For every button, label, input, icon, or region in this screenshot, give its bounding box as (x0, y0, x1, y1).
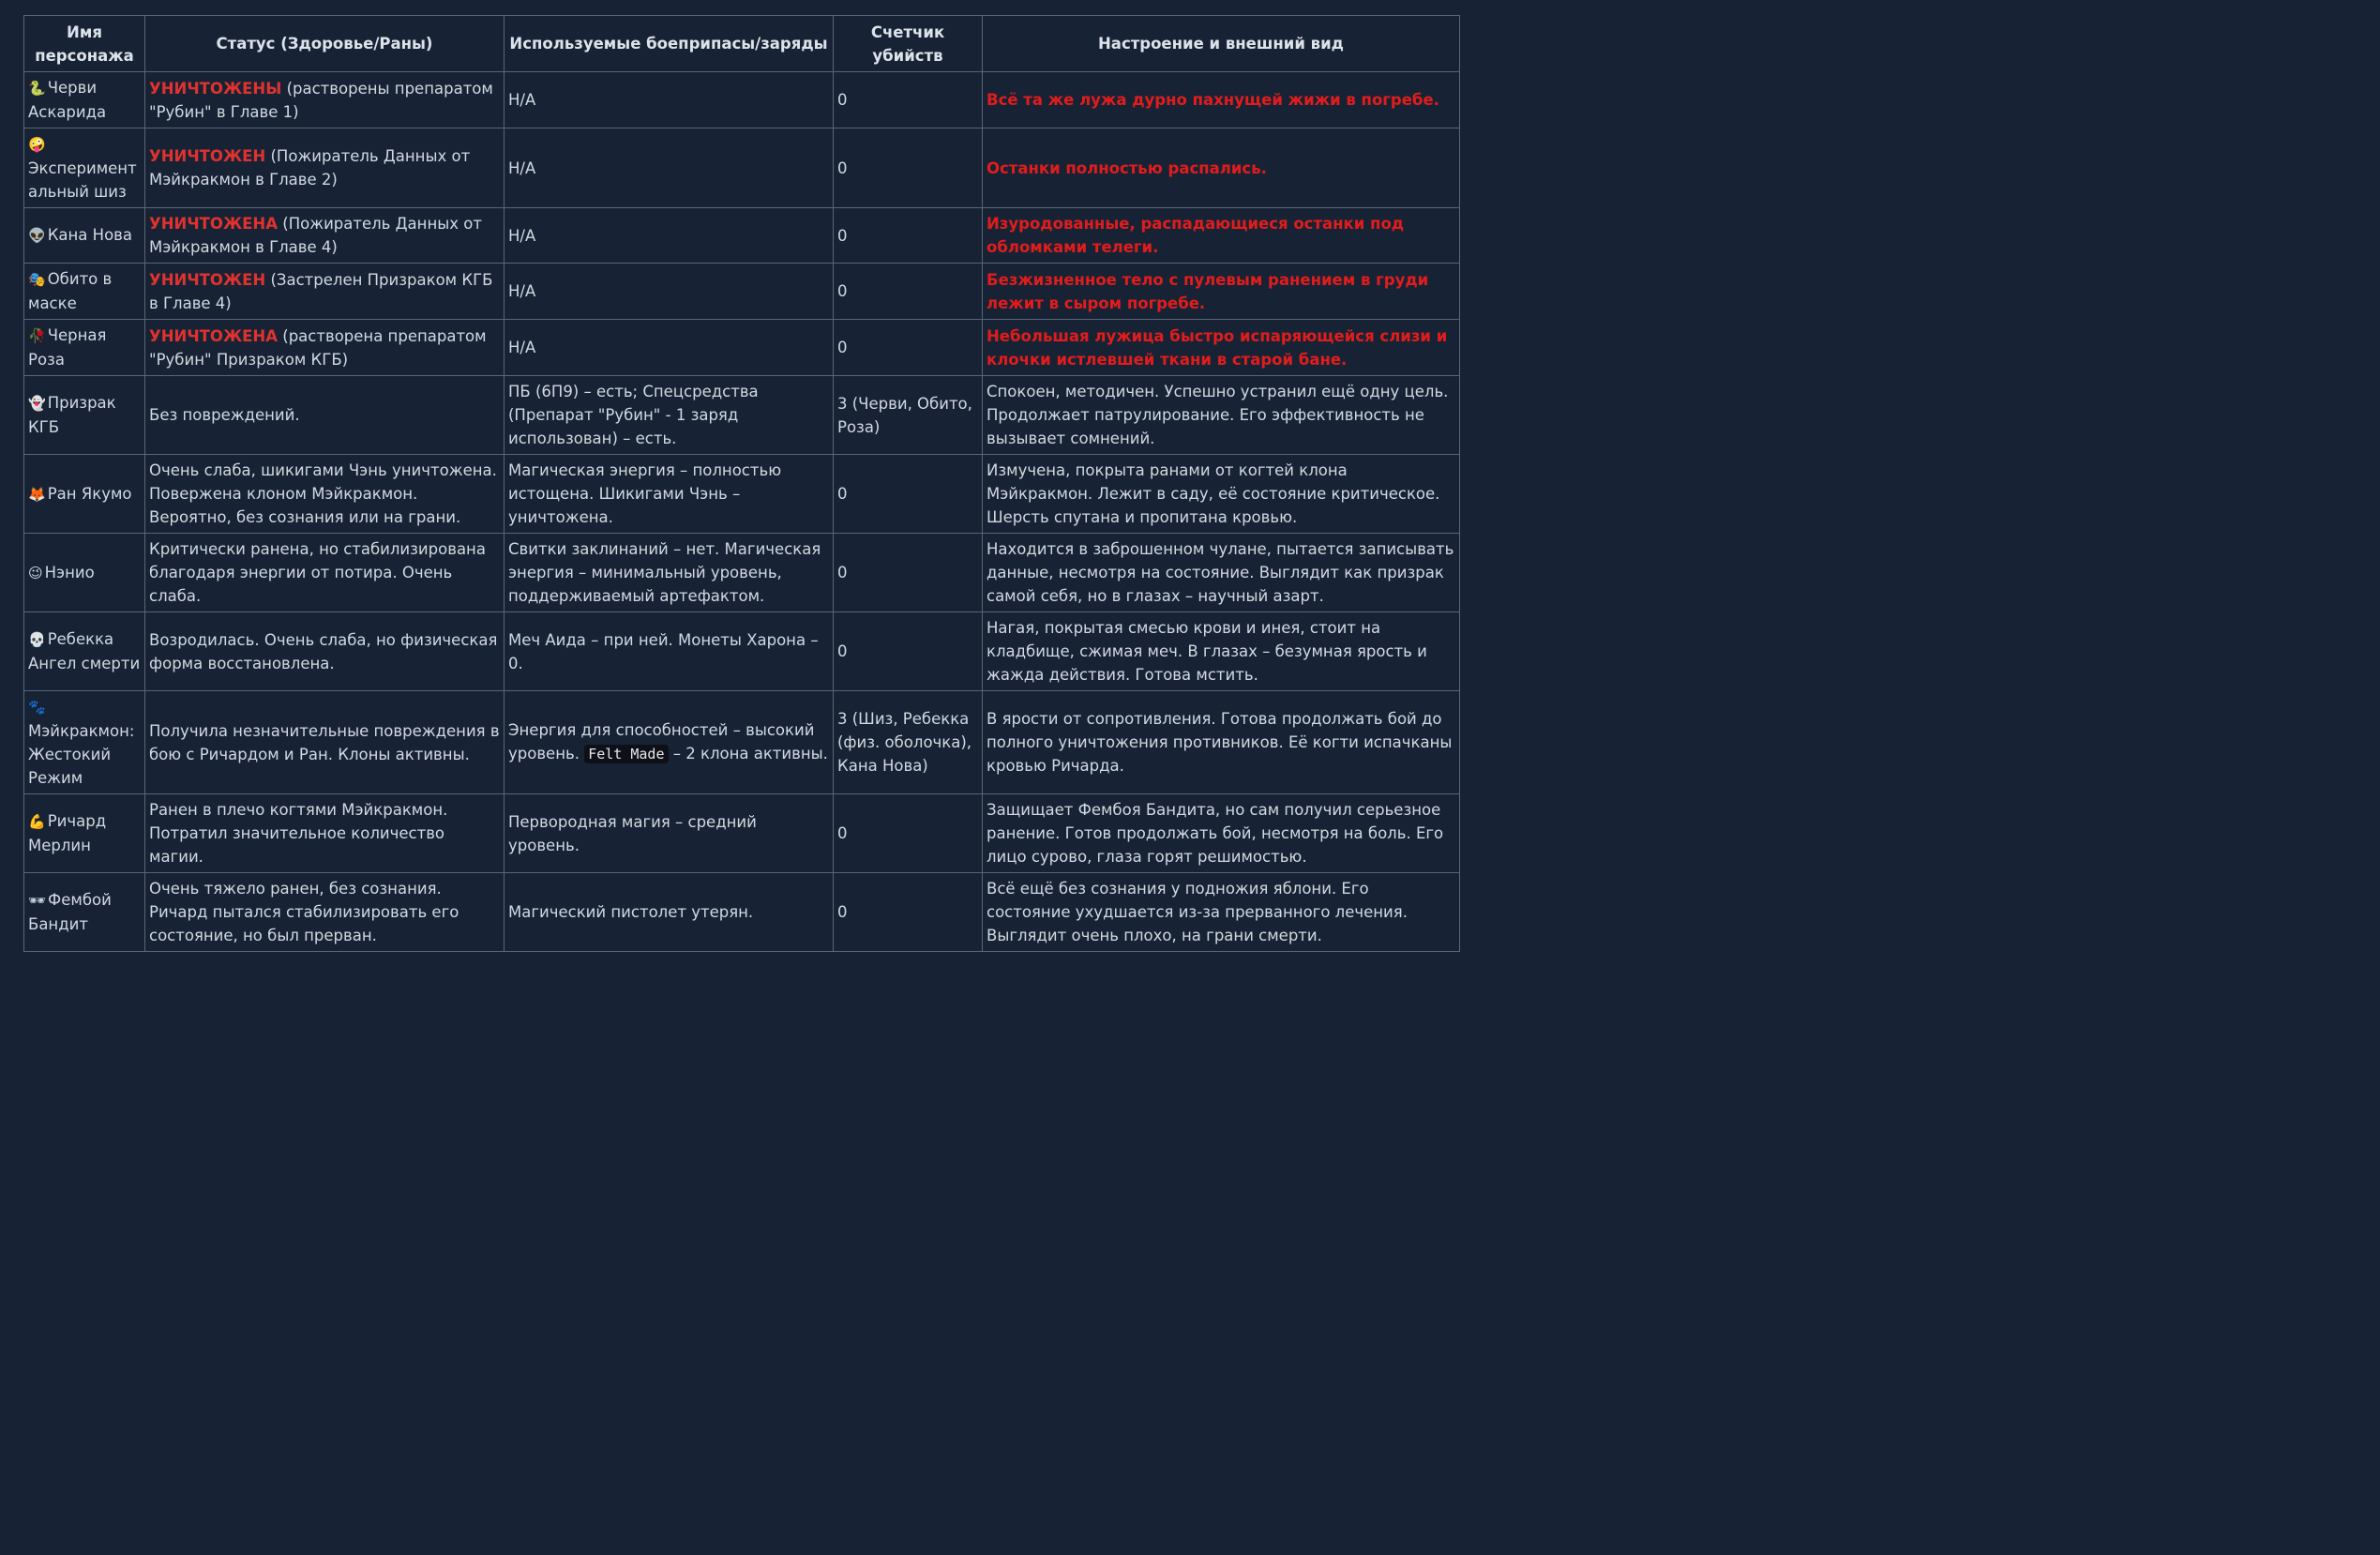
table-header-row (24, 16, 1460, 72)
table-row (24, 264, 1460, 320)
mood-appearance-cell: Всё та же лужа дурно пахнущей жижи в погребе. (983, 72, 1460, 128)
character-name-cell (24, 320, 145, 376)
status-cell (145, 794, 505, 873)
kill-count-cell: 0 (834, 72, 983, 128)
mood-appearance-cell: Безжизненное тело с пулевым ранением в груди лежит в сыром погребе. (983, 264, 1460, 320)
character-name-cell (24, 72, 145, 128)
status-cell (145, 208, 505, 264)
status-cell (145, 873, 505, 952)
status-cell (145, 455, 505, 534)
col-header-kills: Счетчик убийств (834, 16, 983, 72)
status-text: Возродилась. Очень слаба, но физическая форма восстановлена. (149, 630, 498, 672)
status-text: (Пожиратель Данных от Мэйкракмон в Главе 2) (149, 147, 471, 189)
status-cell (145, 320, 505, 376)
character-emoji-icon: 🐾 (28, 699, 46, 716)
ammo-text: Н/А (508, 282, 536, 300)
ammo-cell (505, 455, 834, 534)
status-cell (145, 72, 505, 128)
character-name-cell (24, 794, 145, 873)
status-text: Очень слаба, шикигами Чэнь уничтожена. Повержена клоном Мэйкракмон. Вероятно, без сознания или на грани. (149, 461, 497, 526)
status-text: (Пожиратель Данных от Мэйкракмон в Главе 4) (149, 215, 482, 256)
ammo-cell (505, 128, 834, 208)
character-emoji-icon: 🎭 (28, 271, 46, 288)
status-text: Ранен в плечо когтями Мэйкракмон. Потратил значительное количество магии. (149, 801, 448, 866)
mood-appearance-cell: Спокоен, методичен. Успешно устранил ещё одну цель. Продолжает патрулирование. Его эффективность не вызывает сомнений. (983, 376, 1460, 455)
character-emoji-icon: 💀 (28, 631, 46, 648)
table-row (24, 534, 1460, 612)
ammo-cell (505, 873, 834, 952)
character-emoji-icon: 👻 (28, 395, 46, 412)
ammo-cell (505, 534, 834, 612)
character-name-cell (24, 873, 145, 952)
character-name-cell (24, 208, 145, 264)
status-text: Очень тяжело ранен, без сознания. Ричард пытался стабилизировать его состояние, но был прерван. (149, 880, 459, 944)
mood-appearance-cell: Измучена, покрыта ранами от когтей клона Мэйкракмон. Лежит в саду, её состояние критическое. Шерсть спутана и пропитана кровью. (983, 455, 1460, 534)
mood-appearance-cell: Нагая, покрытая смесью крови и инея, стоит на кладбище, сжимая меч. В глазах – безумная ярость и жажда действия. Готова мстить. (983, 612, 1460, 691)
character-name-cell (24, 376, 145, 455)
mood-appearance-cell: Защищает Фембоя Бандита, но сам получил серьезное ранение. Готов продолжать бой, несмотря на боль. Его лицо сурово, глаза горят решимостью. (983, 794, 1460, 873)
character-name: Ребекка Ангел смерти (28, 630, 141, 672)
status-text: (Застрелен Призраком КГБ в Главе 4) (149, 270, 493, 312)
status-cell (145, 128, 505, 208)
status-text: (растворена препаратом "Рубин" Призраком КГБ) (149, 326, 487, 369)
character-emoji-icon: 😉 (28, 564, 43, 581)
col-header-status: Статус (Здоровье/Раны) (145, 16, 505, 72)
kill-count-cell: 0 (834, 873, 983, 952)
character-name: Кана Нова (47, 226, 132, 244)
table-row (24, 320, 1460, 376)
ammo-cell (505, 691, 834, 794)
status-text: Критически ранена, но стабилизирована благодаря энергии от потира. Очень слаба. (149, 540, 486, 605)
ammo-text: Н/А (508, 339, 536, 356)
kill-count-cell: 0 (834, 320, 983, 376)
ammo-cell (505, 320, 834, 376)
table-row (24, 691, 1460, 794)
table-row (24, 455, 1460, 534)
ammo-text: Н/А (508, 226, 536, 245)
character-emoji-icon: 👽 (28, 227, 46, 244)
col-header-mood: Настроение и внешний вид (983, 16, 1460, 72)
character-name: Призрак КГБ (28, 394, 116, 436)
status-cell (145, 264, 505, 320)
ammo-text: Н/А (508, 159, 536, 177)
kill-count-cell: 0 (834, 128, 983, 208)
character-name-cell (24, 534, 145, 612)
character-name: Ричард Мерлин (28, 812, 107, 854)
mood-appearance-cell: Изуродованные, распадающиеся останки под обломками телеги. (983, 208, 1460, 264)
ammo-cell (505, 794, 834, 873)
character-name: Фембой Бандит (28, 891, 112, 933)
ammo-text: Магический пистолет утерян. (508, 903, 754, 921)
ammo-cell (505, 376, 834, 455)
kill-count-cell: 0 (834, 264, 983, 320)
table-row (24, 128, 1460, 208)
table-row (24, 208, 1460, 264)
character-emoji-icon: 🕶 (28, 892, 47, 909)
character-emoji-icon: 🥀 (28, 327, 46, 344)
status-text: Без повреждений. (149, 406, 300, 424)
table-row (24, 612, 1460, 691)
ammo-text-after: – 2 клона активны. (668, 745, 828, 762)
col-header-name: Имя персонажа (24, 16, 145, 72)
ammo-text: Н/А (508, 91, 536, 109)
status-cell (145, 534, 505, 612)
kill-count-cell: 0 (834, 612, 983, 691)
kill-count-cell: 3 (Шиз, Ребекка (физ. оболочка), Кана Нова) (834, 691, 983, 794)
status-cell (145, 691, 505, 794)
ammo-text: Магическая энергия – полностью истощена. Шикигами Чэнь – уничтожена. (508, 461, 782, 526)
ammo-cell (505, 208, 834, 264)
character-name-cell (24, 455, 145, 534)
character-name: Экспериментальный шиз (28, 159, 137, 201)
kill-count-cell: 0 (834, 534, 983, 612)
character-emoji-icon: 🐍 (28, 80, 46, 97)
ammo-text: Меч Аида – при ней. Монеты Харона – 0. (508, 630, 819, 672)
character-name: Ран Якумо (47, 484, 132, 503)
status-cell (145, 376, 505, 455)
mood-appearance-cell: Останки полностью распались. (983, 128, 1460, 208)
character-name-cell (24, 612, 145, 691)
destroyed-status-tag: УНИЧТОЖЕНА (149, 326, 279, 345)
table-row (24, 376, 1460, 455)
destroyed-status-tag: УНИЧТОЖЕНА (149, 215, 279, 233)
character-status-table (23, 15, 1460, 952)
inline-code: Felt Made (584, 745, 668, 763)
character-name: Черви Аскарида (28, 79, 107, 121)
mood-appearance-cell: В ярости от сопротивления. Готова продолжать бой до полного уничтожения противников. Её когти испачканы кровью Ричарда. (983, 691, 1460, 794)
status-text: (растворены препаратом "Рубин" в Главе 1) (149, 79, 493, 121)
destroyed-status-tag: УНИЧТОЖЕН (149, 270, 266, 289)
table-row (24, 873, 1460, 952)
character-name-cell (24, 691, 145, 794)
mood-appearance-cell: Находится в заброшенном чулане, пытается записывать данные, несмотря на состояние. Выглядит как призрак самой себя, но в глазах – научный азарт. (983, 534, 1460, 612)
character-emoji-icon: 🤪 (28, 136, 46, 153)
destroyed-status-tag: УНИЧТОЖЕН (149, 147, 266, 165)
character-name: Обито в маске (28, 270, 113, 312)
mood-appearance-cell: Небольшая лужица быстро испаряющейся слизи и клочки истлевшей ткани в старой бане. (983, 320, 1460, 376)
kill-count-cell: 0 (834, 208, 983, 264)
character-name: Черная Роза (28, 326, 107, 369)
ammo-text: Энергия для способностей – высокий уровень. (508, 721, 815, 762)
kill-count-cell: 3 (Черви, Обито, Роза) (834, 376, 983, 455)
ammo-cell (505, 72, 834, 128)
table-row (24, 72, 1460, 128)
col-header-ammo: Используемые боеприпасы/заряды (505, 16, 834, 72)
mood-appearance-cell: Всё ещё без сознания у подножия яблони. Его состояние ухудшается из-за прерванного лечения. Выглядит очень плохо, на грани смерти. (983, 873, 1460, 952)
kill-count-cell: 0 (834, 794, 983, 873)
table-row (24, 794, 1460, 873)
character-emoji-icon: 🦊 (28, 485, 46, 503)
kill-count-cell: 0 (834, 455, 983, 534)
status-cell (145, 612, 505, 691)
character-name-cell (24, 264, 145, 320)
ammo-text: Свитки заклинаний – нет. Магическая энергия – минимальный уровень, поддерживаемый артефактом. (508, 540, 821, 605)
character-emoji-icon: 💪 (28, 813, 46, 830)
ammo-cell (505, 264, 834, 320)
ammo-cell (505, 612, 834, 691)
ammo-text: Первородная магия – средний уровень. (508, 812, 757, 854)
character-name-cell (24, 128, 145, 208)
ammo-text: ПБ (6П9) – есть; Спецсредства (Препарат "Рубин" - 1 заряд использован) – есть. (508, 383, 759, 447)
destroyed-status-tag: УНИЧТОЖЕНЫ (149, 79, 282, 98)
character-name: Нэнио (44, 563, 95, 581)
character-name: Мэйкракмон: Жестокий Режим (28, 722, 135, 787)
status-text: Получила незначительные повреждения в бою с Ричардом и Ран. Клоны активны. (149, 721, 500, 763)
